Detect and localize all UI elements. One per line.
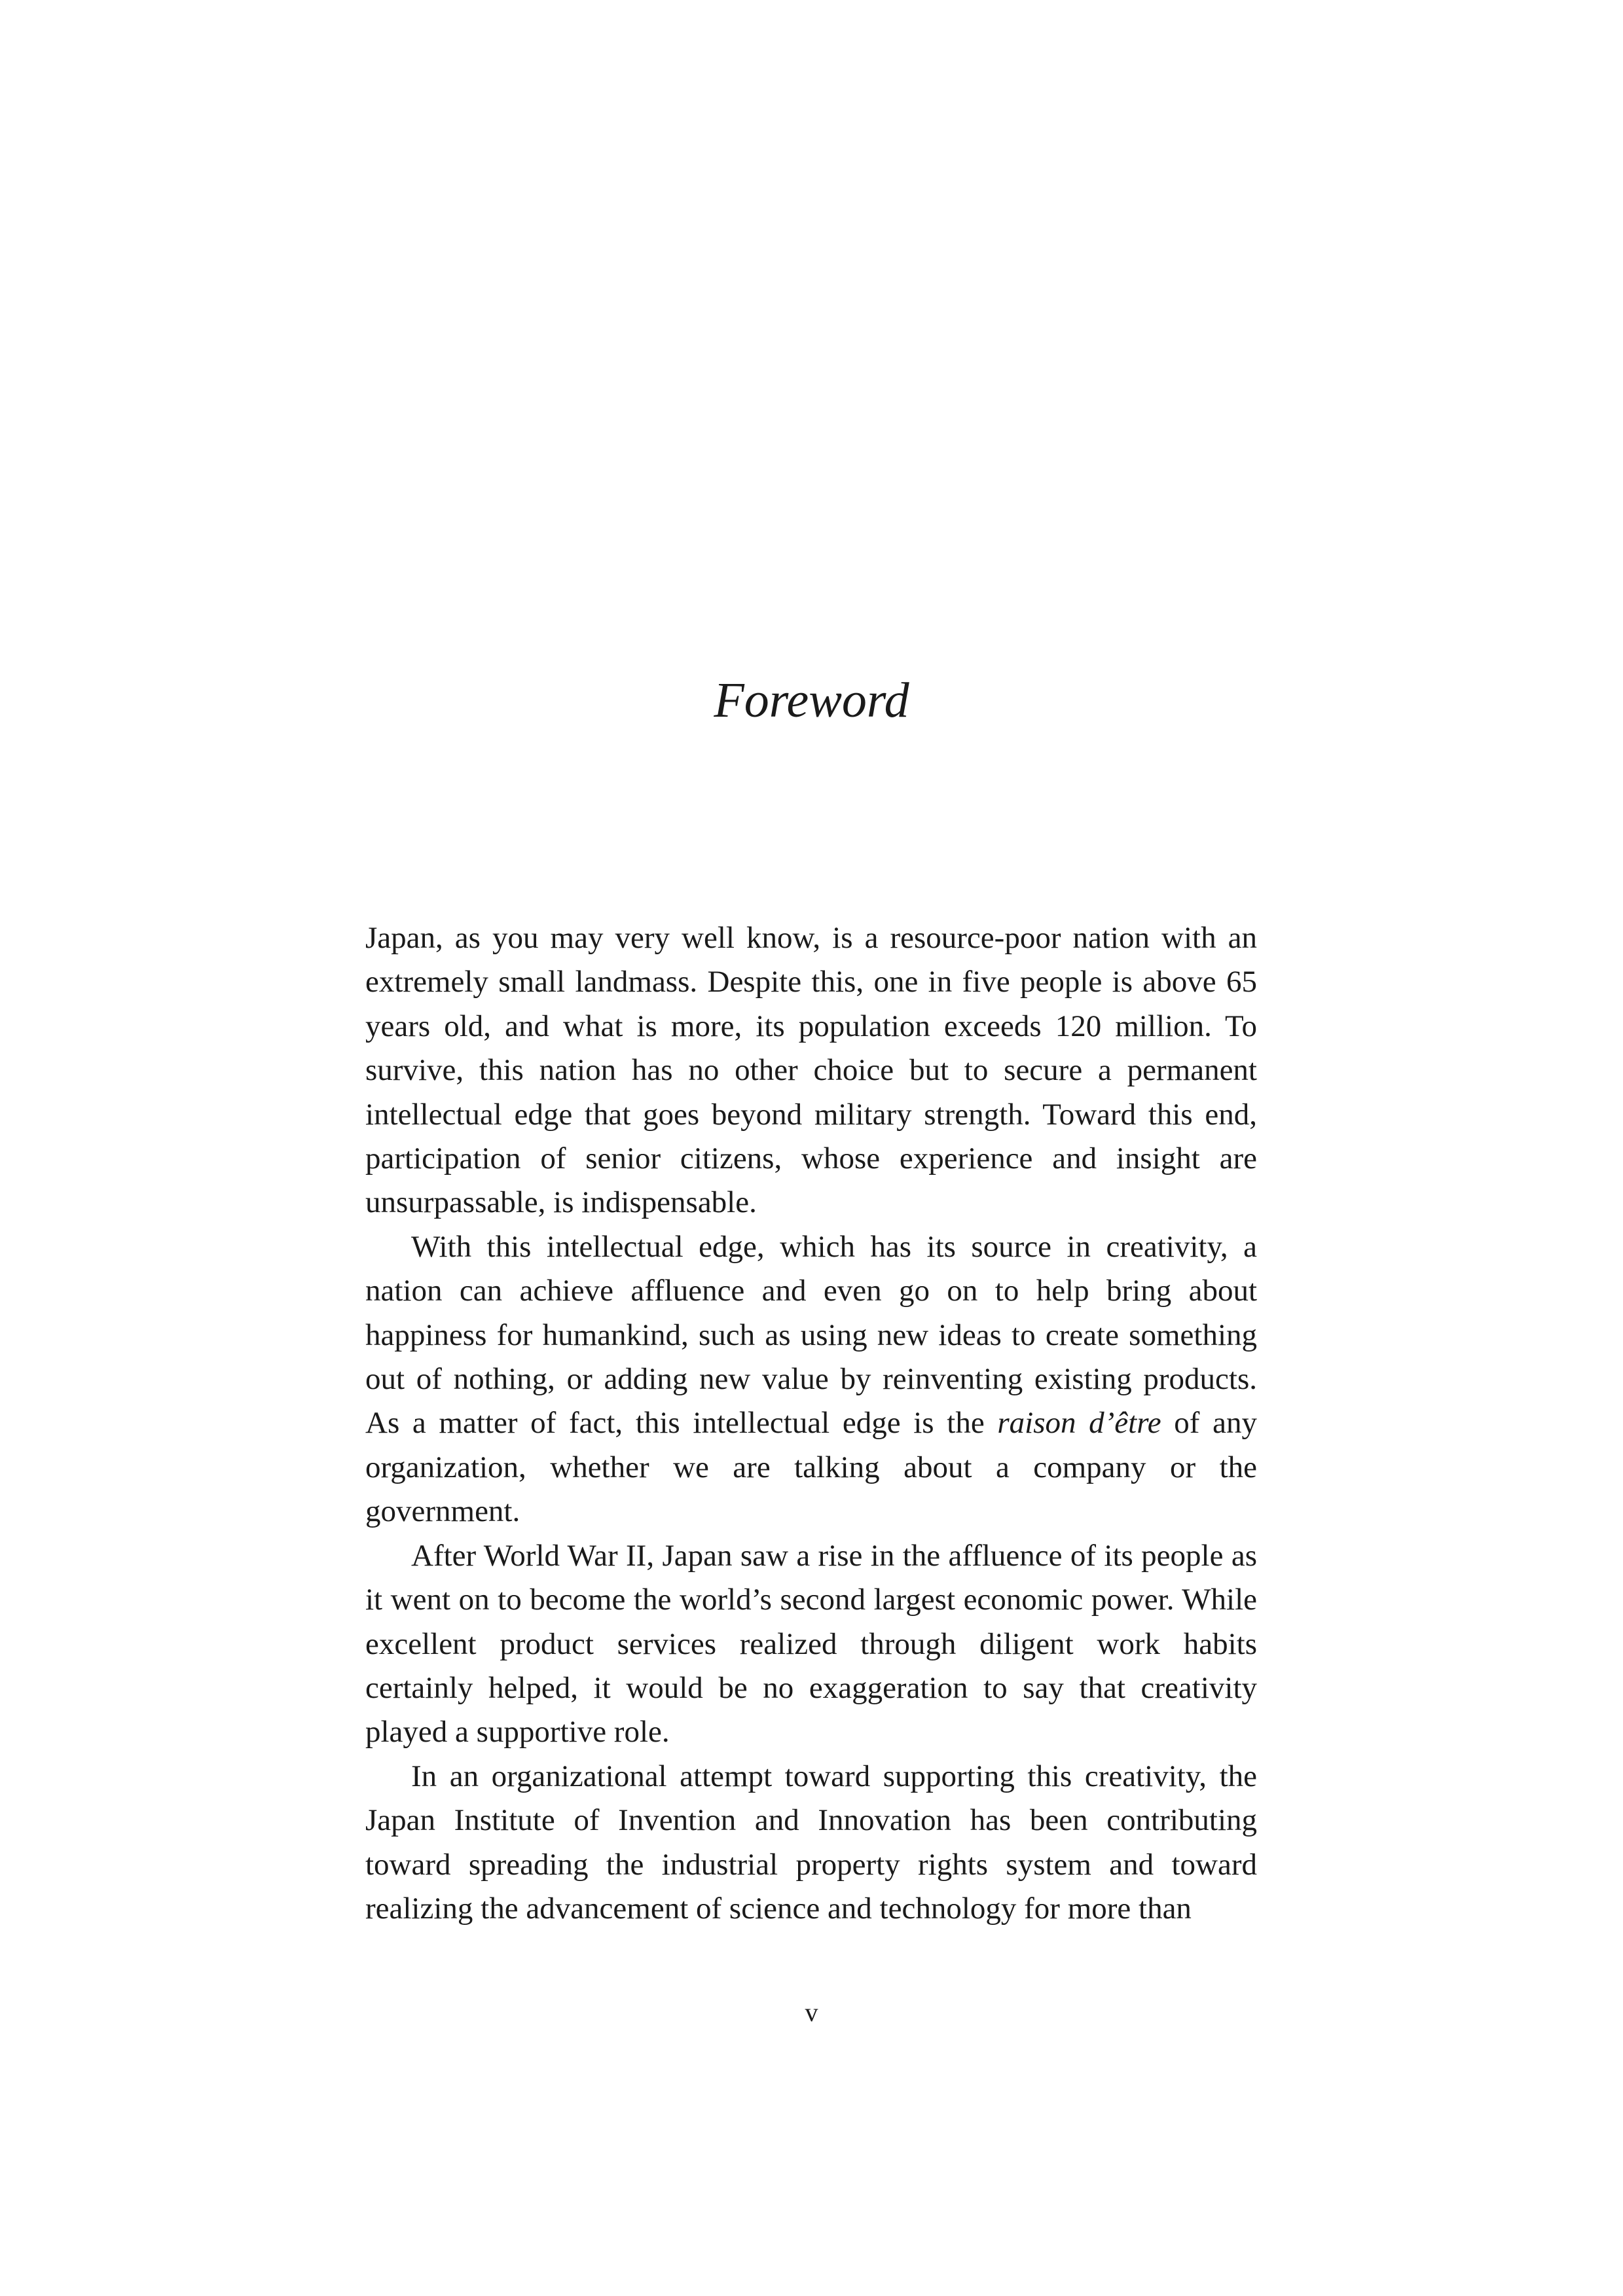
paragraph-4: In an organizational attempt toward supporting this creativity, the Japan Institute of Invention and Innovation has been contributing toward spreading the industrial property rights system and toward realizing the advancement of science and technology for more than [365,1759,1257,1926]
chapter-title: Foreword [714,673,909,728]
paragraph-2 [365,1225,1257,1534]
paragraph-2-emphasis: raison d’être [997,1406,1161,1441]
page-number: v [805,1998,818,2027]
paragraph-3: After World War II, Japan saw a rise in the affluence of its people as it went on to become the world’s second largest economic power. While excellent product services realized through diligent work habits certainly helped, it would be no exaggeration to say that creativity played a supportive role. [365,1538,1257,1749]
paragraph-2-text-before: With this intellectual edge, which has its source in creativity, a nation can achieve affluence and even go on to help bring about happiness for humankind, such as using new ideas to create something out of nothing, or adding new value by reinventing existing products. As a matter of fact, this intellectual edge is the [365,1229,1257,1441]
paragraph-1: Japan, as you may very well know, is a resource-poor nation with an extremely small landmass. Despite this, one in five people is above 65 years old, and what is more, its population exceeds 120 million. To survive, this nation has no other choice but to secure a permanent intellectual edge that goes beyond military strength. Toward this end, participation of senior citizens, whose experience and insight are unsurpassable, is indispensable. [365,921,1257,1220]
paragraph-2-text-after: of any organization, whether we are talking about a company or the government. [365,1406,1257,1529]
body-text [365,916,1257,1931]
